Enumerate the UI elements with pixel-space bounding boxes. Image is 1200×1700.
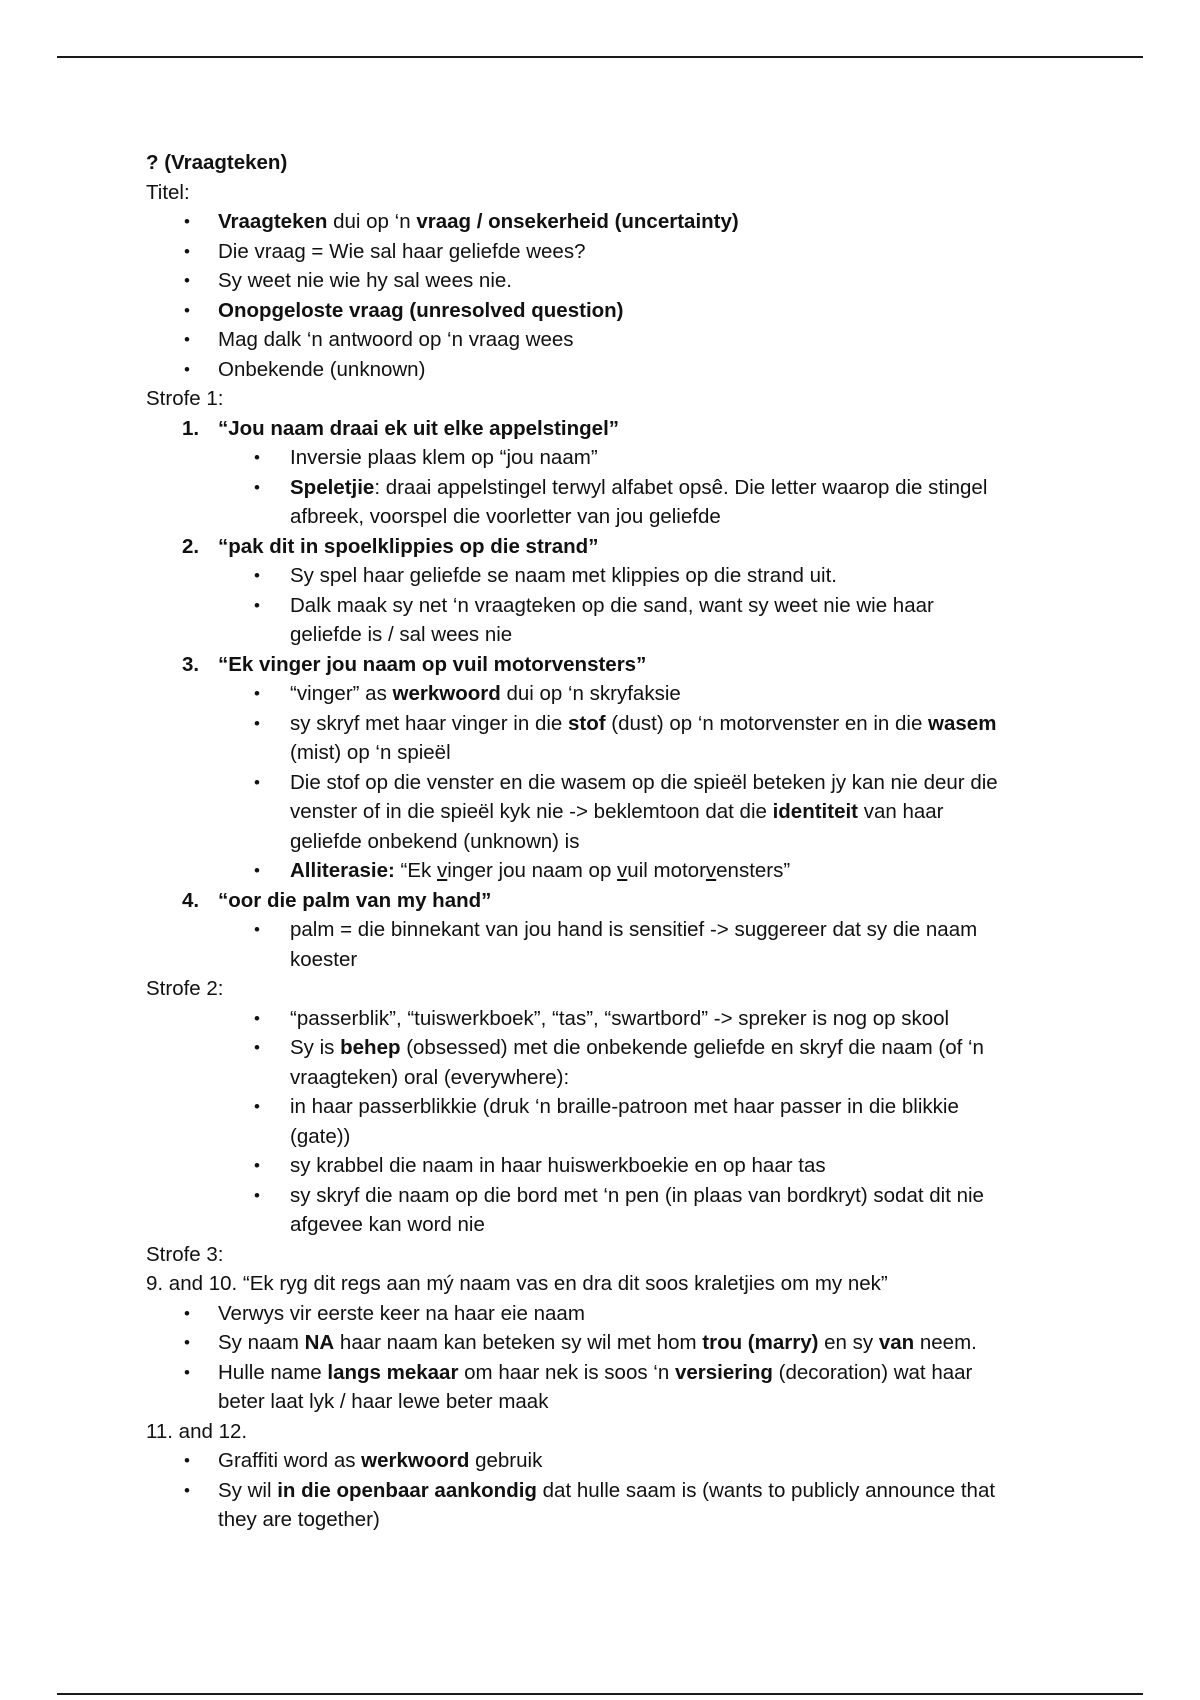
list-item-continuation: koester: [290, 947, 358, 971]
list-item: • sy krabbel die naam in haar huiswerkboekie en op haar tas: [254, 1154, 826, 1177]
list-item: • Sy weet nie wie hy sal wees nie.: [184, 269, 512, 292]
list-item: • palm = die binnekant van jou hand is sensitief -> suggereer dat sy die naam: [254, 918, 978, 941]
list-item: • sy skryf met haar vinger in die stof (dust) op ‘n motorvenster en in die wasem: [254, 711, 997, 735]
list-item: • Onbekende (unknown): [184, 357, 426, 381]
list-item-continuation: (gate)): [290, 1124, 351, 1148]
list-item-continuation: beter laat lyk / haar lewe beter maak: [218, 1390, 549, 1413]
list-item: • in haar passerblikkie (druk ‘n braille-patroon met haar passer in die blikkie: [254, 1095, 959, 1118]
strofe-3-label: Strofe 3:: [146, 1242, 224, 1266]
list-item-continuation: vraagteken) oral (everywhere):: [290, 1065, 570, 1089]
page-title: ? (Vraagteken): [146, 151, 288, 174]
strofe-2-label: Strofe 2:: [146, 977, 224, 1000]
list-item-continuation: venster of in die spieël kyk nie -> beklemtoon dat die identiteit van haar: [290, 800, 944, 823]
list-item-continuation: geliefde is / sal wees nie: [290, 623, 513, 646]
header-rule: [57, 56, 1143, 58]
list-item: • “passerblik”, “tuiswerkboek”, “tas”, “swartbord” -> spreker is nog op skool: [254, 1006, 950, 1030]
list-item: • Onopgeloste vraag (unresolved question): [184, 298, 624, 322]
list-item: • Die stof op die venster en die wasem op die spieël beteken jy kan nie deur die: [254, 770, 998, 794]
numbered-item: 4. “oor die palm van my hand”: [182, 888, 492, 912]
list-item: • Sy spel haar geliefde se naam met klippies op die strand uit.: [254, 564, 837, 587]
strofe-3-quote: 9. and 10. “Ek ryg dit regs aan mý naam vas en dra dit soos kraletjies om my nek”: [146, 1272, 888, 1295]
list-item: • Dalk maak sy net ‘n vraagteken op die sand, want sy weet nie wie haar: [254, 593, 934, 617]
numbered-item: 1. “Jou naam draai ek uit elke appelstingel”: [182, 416, 620, 440]
strofe-4-label: 11. and 12.: [146, 1419, 248, 1443]
list-item: • Speletjie: draai appelstingel terwyl alfabet opsê. Die letter waarop die stingel: [254, 475, 988, 499]
list-item: • Hulle name langs mekaar om haar nek is soos ‘n versiering (decoration) wat haar: [184, 1360, 973, 1384]
list-item-continuation: afgevee kan word nie: [290, 1213, 485, 1236]
list-item: • Sy wil in die openbaar aankondig dat hulle saam is (wants to publicly announce that: [184, 1478, 996, 1502]
list-item-continuation: (mist) op ‘n spieël: [290, 741, 451, 764]
numbered-item: 3. “Ek vinger jou naam op vuil motorvensters”: [182, 652, 647, 676]
list-item: • Inversie plaas klem op “jou naam”: [254, 446, 598, 469]
strofe-1-label: Strofe 1:: [146, 387, 224, 410]
list-item: • Die vraag = Wie sal haar geliefde wees?: [184, 239, 586, 263]
list-item: • Graffiti word as werkwoord gebruik: [184, 1449, 543, 1472]
numbered-item: 2. “pak dit in spoelklippies op die strand”: [182, 534, 599, 558]
list-item: • Vraagteken dui op ‘n vraag / onsekerheid (uncertainty): [184, 210, 739, 233]
list-item: • sy skryf die naam op die bord met ‘n pen (in plaas van bordkryt) sodat dit nie: [254, 1183, 984, 1207]
list-item: • Sy is behep (obsessed) met die onbekende geliefde en skryf die naam (of ‘n: [254, 1036, 984, 1059]
list-item-continuation: afbreek, voorspel die voorletter van jou geliefde: [290, 505, 721, 528]
list-item: • Mag dalk ‘n antwoord op ‘n vraag wees: [184, 328, 574, 351]
list-item-continuation: they are together): [218, 1508, 380, 1531]
list-item-continuation: geliefde onbekend (unknown) is: [290, 829, 580, 853]
list-item: • Verwys vir eerste keer na haar eie naam: [184, 1301, 585, 1325]
footer-rule: [57, 1693, 1143, 1695]
list-item: • “vinger” as werkwoord dui op ‘n skryfaksie: [254, 682, 681, 705]
document-body: [146, 148, 1086, 1535]
titel-label: Titel:: [146, 180, 190, 204]
list-item: • Alliterasie: “Ek vinger jou naam op vuil motorvensters”: [254, 859, 791, 882]
list-item: • Sy naam NA haar naam kan beteken sy wil met hom trou (marry) en sy van neem.: [184, 1331, 977, 1354]
